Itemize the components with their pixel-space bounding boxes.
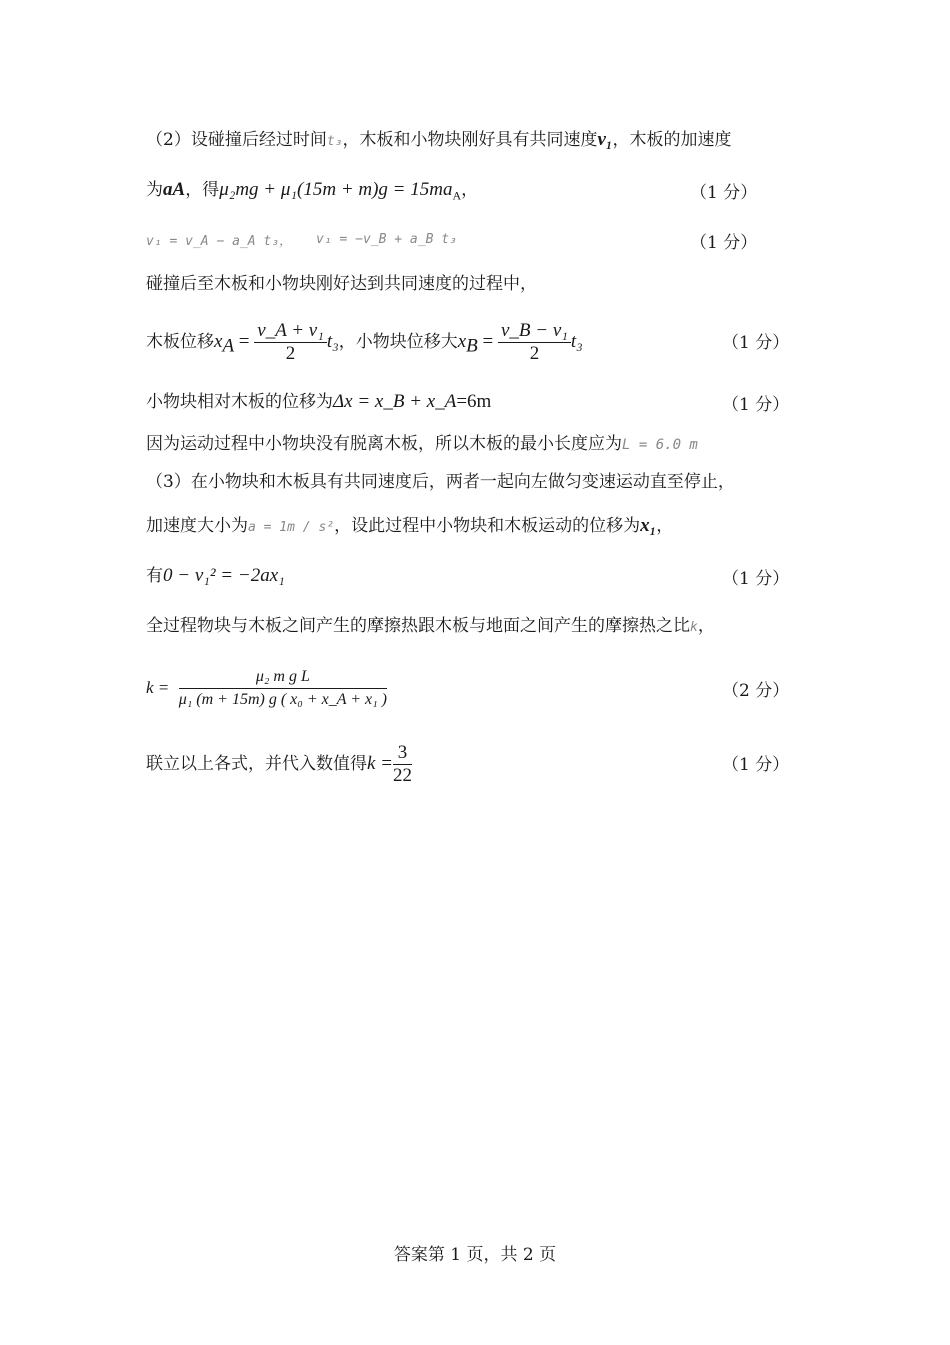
aA-symbol: aA (163, 179, 186, 200)
line-6-pre: 小物块相对木板的位移为 (146, 392, 333, 412)
line-7-text: 因为运动过程中小物块没有脱离木板，所以木板的最小长度应为 (146, 434, 622, 454)
xA-sub: A (222, 335, 235, 357)
line-2-mid: ，得 (185, 180, 220, 200)
line-4 (146, 272, 780, 296)
fraction-k-den: μ₁ (m + 15m) g ( x₀ + x_A + x₁ ) (178, 691, 388, 708)
line-1-end: ，木板的加速度 (612, 130, 732, 150)
fraction-k-num: μ₂ m g L (179, 666, 387, 689)
acceleration-value: a = 1m / s² (248, 520, 335, 535)
line-5-mid: ，小物块位移大 (338, 332, 458, 352)
line-6-equation: Δx = x_B + x_A (333, 391, 457, 412)
score-6: （1 分） (722, 395, 790, 415)
line-5-pre: 木板位移 (146, 332, 214, 352)
t3-a: t₃ (326, 331, 339, 352)
score-12: （2 分） (722, 681, 790, 701)
line-12 (146, 660, 780, 716)
line-2-end: ， (461, 180, 479, 200)
fraction-xB (498, 320, 571, 365)
line-2-pre: 为 (146, 180, 163, 200)
line-9-pre: 加速度大小为 (146, 516, 248, 536)
line-13 (146, 738, 780, 790)
t3-symbol: t₃ (326, 134, 343, 149)
line-12-k: k = (146, 678, 170, 697)
line-11 (146, 614, 780, 640)
line-9-mid: ，设此过程中小物块和木板运动的位移为 (334, 516, 641, 536)
line-3-eq2: v₁ = −v_B + a_B t₃ (316, 232, 457, 247)
score-2: （1 分） (690, 183, 758, 203)
line-13-pre: 联立以上各式，并代入数值得 (146, 754, 367, 774)
line-9 (146, 514, 780, 540)
line-1-mid: ，木板和小物块刚好具有共同速度 (342, 130, 598, 150)
fraction-k (179, 666, 387, 711)
line-10-equation: 0 − v₁² = −2ax₁ (163, 565, 285, 586)
v1-symbol: v₁ (597, 129, 613, 150)
line-11-text: 全过程物块与木板之间产生的摩擦热跟木板与地面之间产生的摩擦热之比 (146, 616, 690, 636)
line-6-value: =6m (456, 391, 492, 412)
fraction-xB-den: 2 (529, 343, 540, 364)
fraction-result-num: 3 (393, 742, 412, 765)
line-7 (146, 432, 780, 457)
fraction-xA-den: 2 (285, 343, 296, 364)
L-value: L = 6.0 m (622, 437, 698, 453)
fraction-result-den: 22 (393, 765, 413, 786)
line-2 (146, 178, 780, 207)
xB-sub: B (466, 335, 478, 357)
score-3: （1 分） (690, 233, 758, 253)
line-8 (146, 470, 780, 494)
line-10-pre: 有 (146, 566, 163, 586)
t3-b: t₃ (570, 331, 583, 352)
fraction-xA-num: v_A + v₁ (254, 320, 327, 343)
line-10 (146, 564, 780, 588)
line-4-text: 碰撞后至木板和小物块刚好达到共同速度的过程中， (146, 274, 537, 294)
line-11-end: ， (697, 616, 715, 636)
xA-symbol: x (214, 331, 223, 352)
fraction-xA (254, 320, 327, 365)
k-symbol: k (690, 620, 698, 635)
line-3-eq1: v₁ = v_A − a_A t₃， (146, 234, 293, 249)
score-13: （1 分） (722, 755, 790, 775)
line-2-equation: μ₂mg + μ₁(15m + m)g = 15ma (219, 179, 453, 200)
line-6 (146, 390, 780, 414)
score-5: （1 分） (722, 333, 790, 353)
score-10: （1 分） (722, 569, 790, 589)
fraction-xB-num: v_B − v₁ (498, 320, 571, 343)
line-8-text: （3）在小物块和木板具有共同速度后，两者一起向左做匀变速运动直至停止， (146, 472, 735, 492)
line-3 (146, 228, 780, 254)
line-5: 木板位移$x_A$ = $\frac{\text{v\_A + v₁}}{2}$ t₃，小物块位移大$x_B$ = $\frac{\text{v\_B − v₁}}{2}$ t₃ (146, 320, 583, 364)
line-9-end: ， (656, 516, 674, 536)
line-1 (146, 128, 780, 154)
fraction-result (393, 742, 412, 787)
x1-symbol: x₁ (640, 515, 657, 536)
line-13-k: k = (367, 753, 394, 774)
line-2-sub: A (452, 188, 462, 203)
line-1-text: （2）设碰撞后经过时间 (146, 130, 327, 150)
page-footer: 答案第 1 页，共 2 页 (393, 1245, 557, 1265)
xB-symbol: x (457, 331, 467, 352)
